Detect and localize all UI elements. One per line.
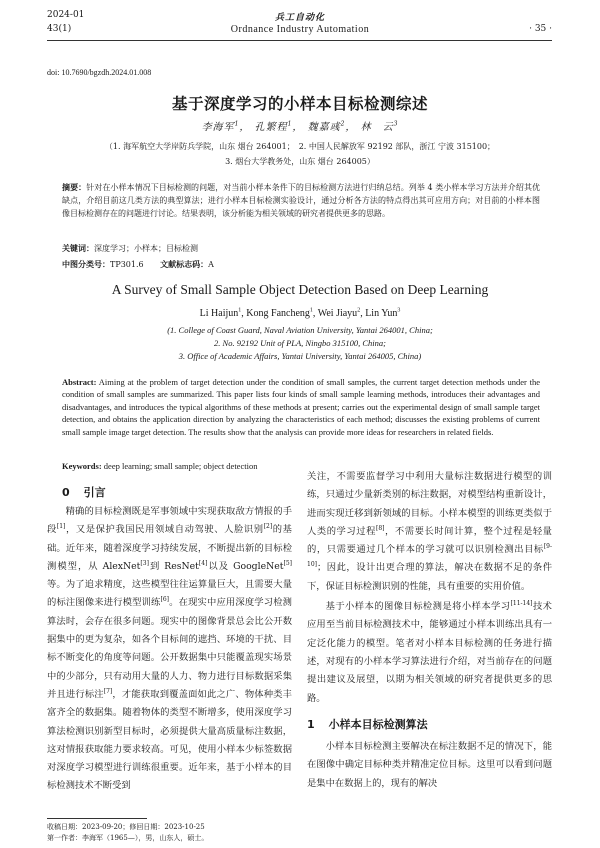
author-3: 魏嘉彧 bbox=[307, 122, 341, 133]
abstract-en bbox=[62, 376, 540, 438]
affiliation-en-2: 2. No. 92192 Unit of PLA, Ningbo 315100, China; bbox=[214, 338, 386, 348]
issue-volume: 43(1) bbox=[47, 24, 72, 34]
section-0-heading: 0 引言 bbox=[62, 486, 106, 499]
authors-en: Li Haijun$^1$, Kong Fancheng$^1$, Wei Jiayu$^2$, Lin Yun$^3$ bbox=[199, 307, 401, 319]
intro-paragraph-1-cont: 关注，不需要监督学习中利用大量标注数据进行模型的训练，只通过少量新类别的标注数据，对模型结构重新设计，进而实现迁移到新领域的目标。小样本模型的训练更类似于人类的学习过程[8]，不需要长时间计算，整个过程是轻量的，只需要通过几个样本的学习就可以识别检测出目标[9-10]；因此，设计出更合理的算法，解决在数据不足的条件下，保证目标检测识别的性能，具有重要的实用价值。 bbox=[307, 471, 552, 592]
page-number: · 35 · bbox=[529, 24, 552, 34]
footnote-author: 第一作者：李海军（1965—），男，山东人，硕士。 bbox=[47, 834, 209, 842]
issue-date: 2024-01 bbox=[47, 10, 85, 20]
author-2: 孔繁程 bbox=[254, 122, 288, 133]
footnote-rule bbox=[47, 818, 147, 819]
right-column bbox=[307, 468, 552, 793]
authors-cn: 李海军$^1$， 孔繁程$^1$， 魏嘉彧$^2$， 林 云$^3$ bbox=[201, 120, 399, 133]
section-1-paragraph: 小样本目标检测主要解决在标注数据不足的情况下，能在图像中确定目标种类并精准定位目标。这里可以看到问题是集中在数据上的，现有的解决 bbox=[307, 741, 552, 789]
section-1-heading: 1 小样本目标检测算法 bbox=[307, 717, 428, 731]
affiliation-en-1: (1. College of Coast Guard, Naval Aviation University, Yantai 264001, China; bbox=[167, 325, 433, 335]
paper-title-en: A Survey of Small Sample Object Detection Based on Deep Learning bbox=[111, 282, 489, 297]
author-4: 林 云 bbox=[360, 122, 394, 133]
abstract-en-label: Abstract: bbox=[62, 377, 97, 387]
left-column bbox=[47, 503, 292, 796]
journal-title-en: Ordnance Industry Automation bbox=[230, 24, 370, 35]
abstract-cn-text: 针对在小样本情况下目标检测的问题，对当前小样本条件下的目标检测方法进行归纳总结。列举 4 类小样本学习方法并介绍其优缺点，介绍目前这几类方法的典型算法；进行小样本目标检测实验设计，通过分析各方法的特点得出其可应用方向；对目前的小样本图像目标检测存在的问题进行讨论。结果表明，该分析能为相关领域的研究者提供更多的思路。 bbox=[62, 183, 541, 218]
affiliation-cn-2: 3. 烟台大学教务处，山东 烟台 264005） bbox=[225, 157, 375, 166]
abstract-cn bbox=[62, 181, 540, 220]
abstract-cn-label: 摘要： bbox=[62, 183, 87, 192]
intro-paragraph-2: 基于小样本的图像目标检测是将小样本学习[11-14]技术应用至当前目标检测技术中，能够通过小样本训练出具有一定泛化能力的模型。笔者对小样本目标检测的任务进行描述，对现有的小样本学习算法进行介绍，对当前存在的问题提出建议及展望，以期为相关领域的研究者提供更多的思路。 bbox=[307, 599, 552, 704]
footnote-received: 收稿日期：2023-09-20；修回日期：2023-10-25 bbox=[47, 823, 205, 831]
journal-title-cn: 兵工自动化 bbox=[274, 13, 325, 23]
intro-paragraph-1: 精确的目标检测既是军事领域中实现获取敌方情报的手段[1]，又是保护我国民用领域自动驾驶、人脸识别[2]的基础。近年来，随着深度学习持续发展，不断提出新的目标检测模型，从 AlexNet[3]到 ResNet[4]以及 GoogleNet[5]等。为了追求精度，这些模型往往运算量巨大，且需要大量的标注图像来进行模型训练[6]。在现实中应用深度学习检测算法时，会存在很多问题。现实中的图像背景总会比公开数据集中的更为复杂，如各个目标间的遮挡、环境的干扰、目标不断变化的角度等问题。公开数据集中只能覆盖现实场景中的少部分，只有动用大量的人力、物力进行目标数据采集并且进行标注[7]，才能获取到覆盖面如此之广、物体种类丰富齐全的数据集。随着物体的类型不断增多，使用深度学习算法检测识别新型目标时，必须提供大量高质量标注数据，这对情报获取能力要求较高。可见，使用小样本少标签数据对深度学习模型进行训练很重要。近年来，基于小样本的目标检测技术不断受到 bbox=[47, 506, 292, 792]
author-1: 李海军 bbox=[201, 122, 235, 133]
abstract-en-text: Aiming at the problem of target detection under the condition of small samples, the current target detection methods under the condition of small samples are summarized. This paper lists four kinds of small sample learning methods, introduces their advantages and disadvantages, and introduces the typical algorithms of these methods at present; carries out the experimental design of small sample target detection, and obtains the application direction by analyzing the characteristics of each method; discusses the existing problems of current small sample image target detection. The results show that the analysis can provide more ideas for researchers in related fields. bbox=[62, 377, 540, 437]
classification: 中图分类号：TP301.6 文献标志码：A bbox=[62, 260, 214, 269]
keywords-cn: 关键词：深度学习；小样本；目标检测 bbox=[62, 244, 198, 253]
paper-title-cn: 基于深度学习的小样本目标检测综述 bbox=[171, 95, 428, 113]
keywords-en: Keywords: deep learning; small sample; object detection bbox=[62, 461, 258, 471]
affiliation-cn-1: （1. 海军航空大学岸防兵学院，山东 烟台 264001； 2. 中国人民解放军 92192 部队，浙江 宁波 315100； bbox=[104, 142, 496, 151]
affiliation-en-3: 3. Office of Academic Affairs, Yantai University, Yantai 264005, China) bbox=[178, 351, 422, 361]
header-rule bbox=[47, 40, 552, 41]
doi: doi: 10.7690/bgzdh.2024.01.008 bbox=[47, 68, 152, 77]
